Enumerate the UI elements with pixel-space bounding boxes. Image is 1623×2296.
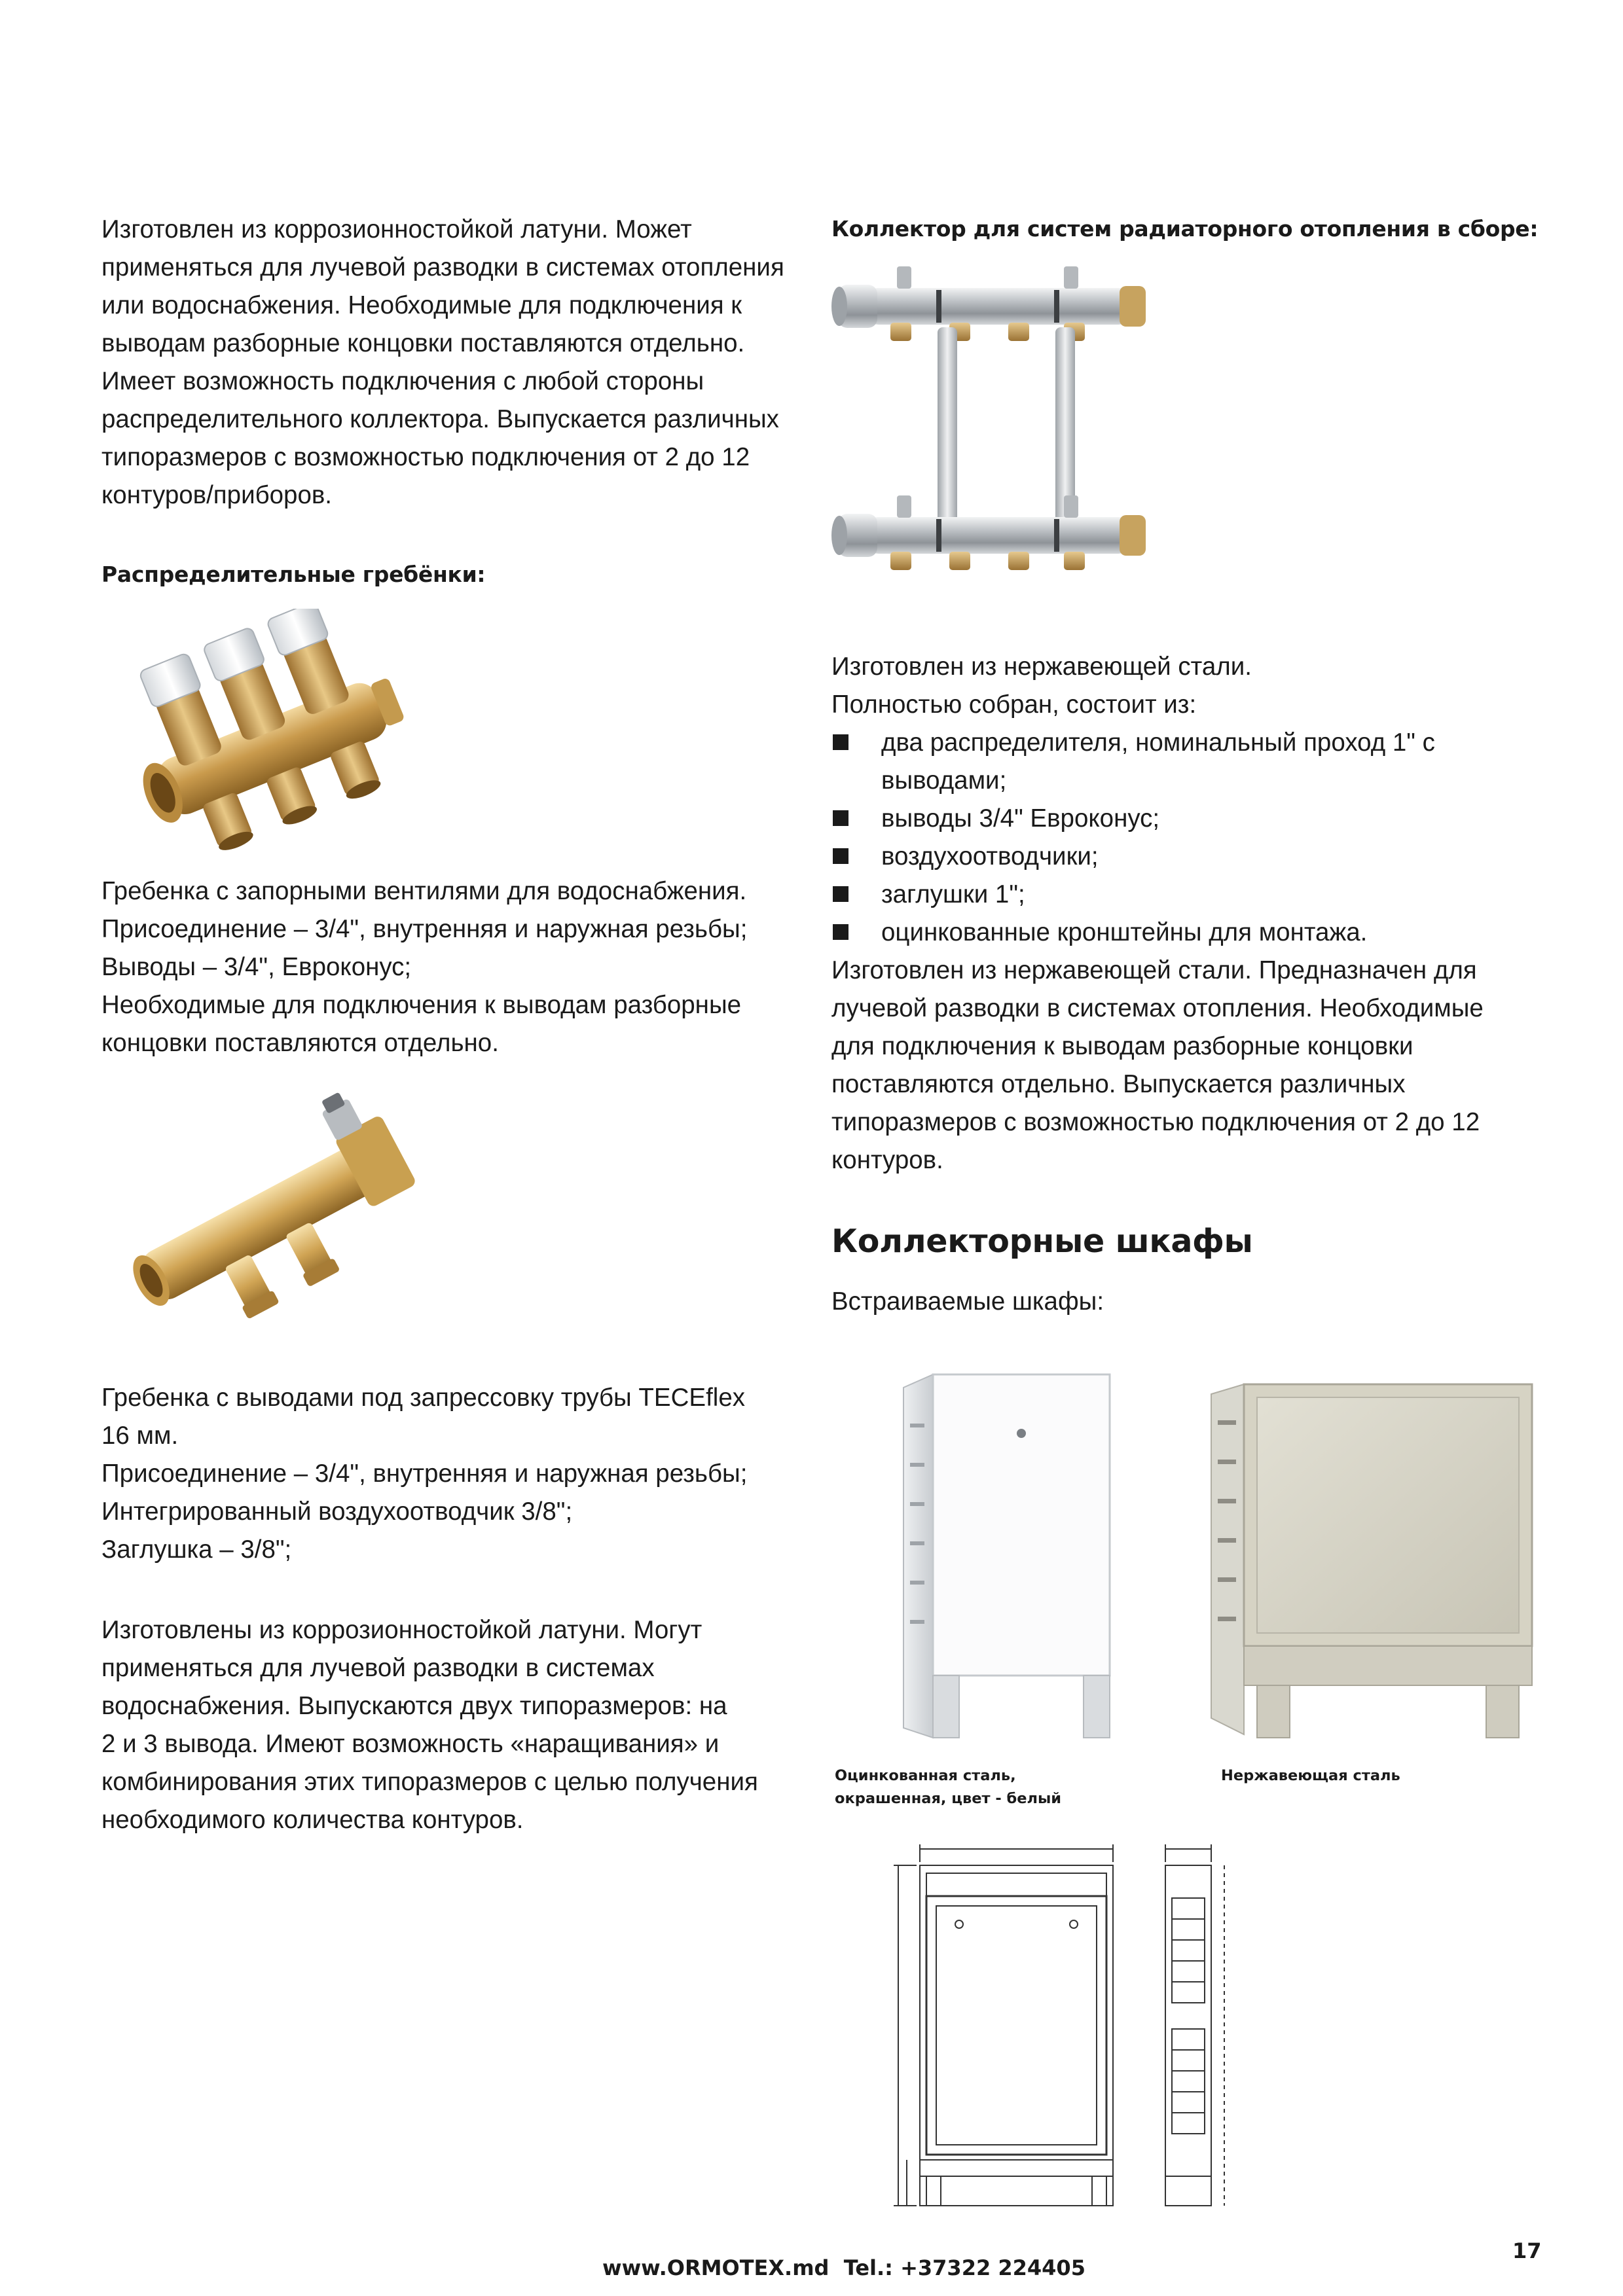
cabinet-technical-drawing	[871, 1833, 1264, 2238]
bullet-square-icon	[833, 734, 848, 750]
page-number: 17	[1512, 2238, 1542, 2263]
list-item: выводы 3/4" Евроконус;	[833, 800, 1435, 838]
white-cabinet-image	[835, 1345, 1162, 1744]
footer-contact	[602, 2255, 1085, 2280]
steel-line: Изготовлен из нержавеющей стали. Полностью собран, состоит из:	[831, 653, 1252, 719]
footer-website[interactable]: www.ORMOTEX.md	[602, 2255, 830, 2280]
collector-heading: Коллектор для систем радиаторного отопления в сборе:	[831, 216, 1539, 242]
component-list	[833, 724, 1435, 952]
brass-manifold-pressfit-image	[105, 1086, 432, 1335]
collector-description: Изготовлен из нержавеющей стали. Предназначен для лучевой разводки в системах отопления. Необходимые для подключения к выводам разборные концовки поставляются отдельно. Выпускается различных типоразмеров с возможностью подключения от 2 до 12 контуров.	[831, 956, 1484, 1174]
material-paragraph: Изготовлены из коррозионностойкой латуни. Могут применяться для лучевой разводки в системах водоснабжения. Выпускаются двух типоразмеров: на 2 и 3 вывода. Имеют возможность «наращивания» и комбинирования этих типоразмеров с целью получения необходимого количества контуров.	[101, 1616, 758, 1834]
bullet-square-icon	[833, 924, 848, 940]
list-item: заглушки 1";	[833, 876, 1435, 914]
list-item: воздухоотводчики;	[833, 838, 1435, 876]
bullet-square-icon	[833, 810, 848, 826]
stainless-cabinet-image	[1198, 1381, 1578, 1748]
list-item: два распределителя, номинальный проход 1" с выводами;	[833, 724, 1435, 800]
comb2-description: Гребенка с выводами под запрессовку трубы TECEflex 16 мм. Присоединение – 3/4", внутренняя и наружная резьбы; Интегрированный воздухоотводчик 3/8"; Заглушка – 3/8";	[101, 1384, 748, 1564]
list-item: оцинкованные кронштейны для монтажа.	[833, 914, 1435, 952]
stainless-collector-image	[831, 252, 1159, 619]
caption-stainless: Нержавеющая сталь	[1221, 1767, 1400, 1784]
comb1-description: Гребенка с запорными вентилями для водоснабжения. Присоединение – 3/4", внутренняя и наружная резьбы; Выводы – 3/4", Евроконус; Необходимые для подключения к выводам разборные концовки поставляются отдельно.	[101, 877, 748, 1057]
builtin-label: Встраиваемые шкафы:	[831, 1287, 1104, 1316]
bullet-square-icon	[833, 848, 848, 864]
bullet-square-icon	[833, 886, 848, 902]
brass-manifold-with-valves-image	[105, 609, 432, 870]
cabinets-heading: Коллекторные шкафы	[831, 1223, 1253, 1260]
combs-heading: Распределительные гребёнки:	[101, 562, 486, 587]
footer-tel-label: Tel.:	[843, 2255, 893, 2280]
intro-paragraph: Изготовлен из коррозионностойкой латуни. Может применяться для лучевой разводки в системах отопления или водоснабжения. Необходимые для подключения к выводам разборные концовки поставляются отдельно. Имеет возможность подключения с любой стороны распределительного коллектора. Выпускается различных типоразмеров с возможностью подключения от 2 до 12 контуров/приборов.	[101, 215, 784, 509]
caption-galvanized: Оцинкованная сталь, окрашенная, цвет - белый	[835, 1767, 1062, 1807]
footer-phone[interactable]: +37322 224405	[900, 2255, 1085, 2280]
